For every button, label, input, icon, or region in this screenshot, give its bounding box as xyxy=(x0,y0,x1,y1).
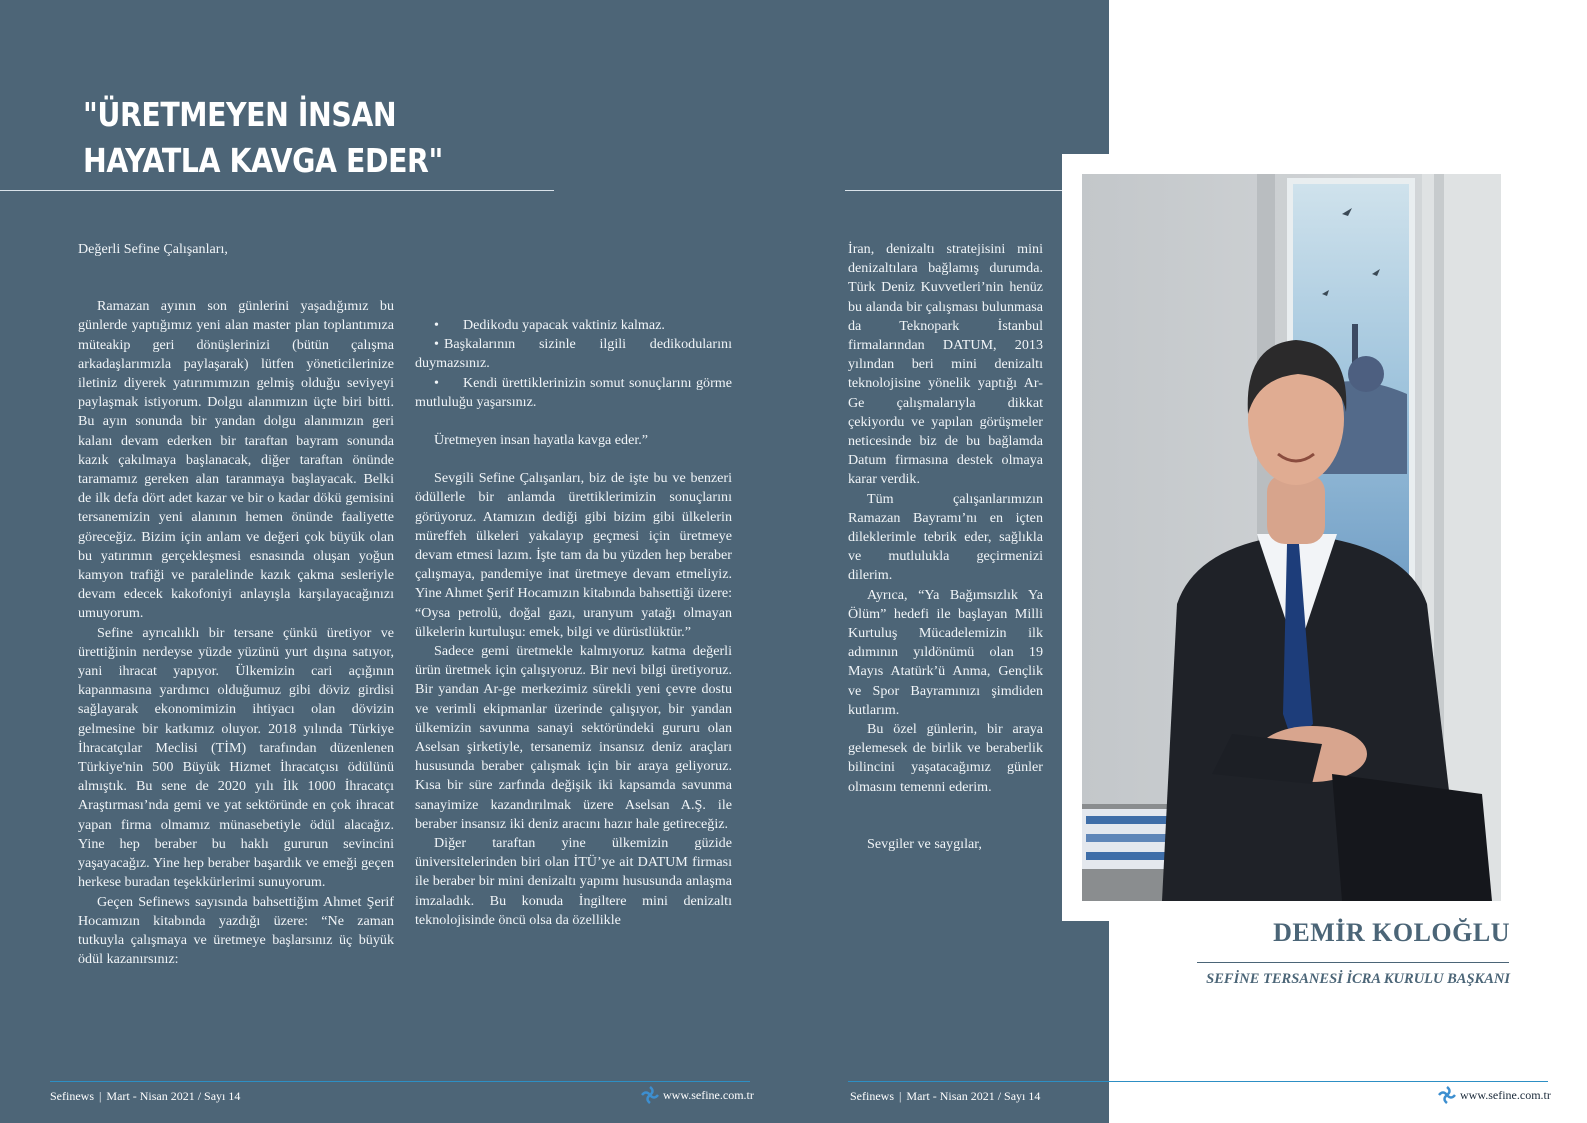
footer-rule-right xyxy=(848,1081,1548,1082)
closing: Sevgiler ve saygılar, xyxy=(867,835,982,852)
bullet-item: • Dedikodu yapacak vaktiniz kalmaz. xyxy=(434,317,665,333)
sefine-logo-icon xyxy=(640,1085,660,1105)
greeting: Değerli Sefine Çalışanları, xyxy=(78,241,228,257)
footer-issue: Mart - Nisan 2021 / Sayı 14 xyxy=(906,1089,1041,1103)
portrait-photo xyxy=(1082,174,1501,901)
footer-issue: Mart - Nisan 2021 / Sayı 14 xyxy=(106,1089,241,1103)
paragraph: Sefine ayrıcalıklı bir tersane çünkü üretiyor ve ürettiğinin nerdeyse yüzde yüzünü yurt dışına satıyor, yani ihracat yapıyor. Ülkemizin cari açığının kapanmasına yardımcı olduğumuz gibi döviz girdisi sağlayarak ekonomimizin ihtiyacı olan dövizin gelmesine bir katkımız oluyor. 2018 yılında Türkiye İhracatçılar Meclisi (TİM) tarafından düzenlenen Türkiye'nin 500 Büyük Hizmet İhracatçısı ödülünü almıştık. Bu sene de 2020 yılı İlk 1000 İhracatçı Araştırması’nda gemi ve yat sektöründe en çok ihracat yapan firma olmamız münasebetiyle ödül alacağız. Yine hep beraber bu haklı gururun sevincini yaşayacağız. Yine hep beraber başardık ve emeği geçen herkese buradan teşekkürlerimi sunuyorum. xyxy=(78,624,394,891)
article-column-1 xyxy=(78,240,394,969)
paragraph: Ramazan ayının son günlerini yaşadığımız bu günlerde yaptığımız yeni alan master plan toplantımıza müteakip geri dönüşlerinizi (bütün çalışma arkadaşlarımızla paylaşarak) lütfen yöneticilerinize iletiniz diyerek yatırımımızın gelmiş olduğu seviyeyi paylaşmak istiyorum. Dolgu alanımızın üçte biri bitti. Bu ayın sonunda bir yandan dolgu alanımızın geri kalanı devam ederken bir taraftan bayram sonunda kazık çakılmaya başlanacak, diğer taraftan önünde taramamız gereken alan taranmaya başlayacak. Belki de ilk defa dört adet kazar ve bir o kadar dökü gemisini tersanemizin yeni alanının hemen önünde faaliyette göreceğiz. Bizim için anlam ve değeri çok büyük olan bu yatırımın gerçekleşmesi esnasında oluşan yoğun kamyon trafiği ve paralelinde kazık çakma sesleriyle devam edecek kakofoniyi anlayışla karşılayacağınızı umuyorum. xyxy=(78,298,394,622)
column-rule xyxy=(845,190,1062,191)
footer-right: Sefinews | Mart - Nisan 2021 / Sayı 14 xyxy=(850,1089,1041,1103)
paragraph: Sadece gemi üretmekle kalmıyoruz katma değerli ürün üretmek için çalışıyoruz. Bir nevi bilgi üretiyoruz. Bir yandan Ar-ge merkezimiz sürekli yeni çevre dostu ve verimli ekipmanlar üzerinde çalışıyor, bir yandan ülkemizin savunma sanayi sektöründeki gururu olan Aselsan şirketiyle, tersanemiz insansız deniz araçları hususunda beraber çalışmak için bir araya geliyoruz. Kısa bir süre zarfında değişik iki kapsamda savunma sanayimize kazandırılmak üzere Aselsan A.Ş. ile beraber insansız iki deniz aracını hazır hale getireceğiz. xyxy=(415,643,732,832)
footer-site-right[interactable] xyxy=(1437,1085,1551,1105)
paragraph: Bu özel günlerin, bir araya gelemesek de birlik ve beraberlik bilincini yaşatacağımız günler olmasını temenni ederim. xyxy=(848,721,1043,795)
headline xyxy=(83,92,443,184)
bullet-item-wrapped: • Kendi ürettiklerinizin somut sonuçlarını görme mutluluğu yaşarsınız. xyxy=(415,374,732,410)
bullet-item-wrapped: • Başkalarının sizinle ilgili dedikodularını duymazsınız. xyxy=(415,336,732,372)
headline-rule xyxy=(0,190,554,191)
footer-publication: Sefinews xyxy=(50,1089,94,1103)
paragraph: Diğer taraftan yine ülkemizin güzide üniversitelerinden biri olan İTÜ’ye ait DATUM firması ile beraber bir mini denizaltı yapımı hususunda anlaşma imzaladık. Bu konuda İngiltere mini denizaltı teknolojisinde öncü olsa da özellikle xyxy=(415,835,732,928)
name-divider xyxy=(1197,962,1509,963)
footer-publication: Sefinews xyxy=(850,1089,894,1103)
paragraph: Geçen Sefinews sayısında bahsettiğim Ahmet Şerif Hocamızın kitabında yazdığı üzere: “Ne zaman tutkuyla çalışmaya ve üretmeye başlarsınız üç büyük ödül kazanırsınız: xyxy=(78,893,394,968)
footer-site-left[interactable] xyxy=(640,1085,754,1105)
footer-left: Sefinews | Mart - Nisan 2021 / Sayı 14 xyxy=(50,1089,241,1103)
footer-rule-left xyxy=(50,1081,750,1082)
paragraph: Ayrıca, “Ya Bağımsızlık Ya Ölüm” hedefi ile başlayan Milli Kurtuluş Mücadelemizin ilk adımının yıldönümü olan 19 Mayıs Atatürk’ü Anma, Gençlik ve Spor Bayramınızı şimdiden kutlarım. xyxy=(848,586,1043,718)
paragraph: İran, denizaltı stratejisini mini denizaltılara bağlamış durumda. Türk Deniz Kuvvetleri’nin henüz bu alanda bir çalışması bulunmasa da Teknopark İstanbul firmalarından DATUM, 2013 yılından beri mini denizaltı teknolojisine yönelik yaptığı Ar-Ge çalışmalarıyla dikkat çekiyordu ve yapılan görüşmeler neticesinde biz de bu bağlamda Datum firmasına destek olmaya karar verdik. xyxy=(848,241,1043,488)
paragraph: Tüm çalışanlarımızın Ramazan Bayramı’nı en içten dileklerimle tebrik eder, sağlıkla ve mutlulukla geçirmenizi dilerim. xyxy=(848,490,1043,584)
footer-site-link[interactable]: www.sefine.com.tr xyxy=(663,1087,754,1102)
quote: Üretmeyen insan hayatla kavga eder.” xyxy=(434,432,649,449)
author-role: SEFİNE TERSANESİ İCRA KURULU BAŞKANI xyxy=(1206,971,1510,987)
headline-line-2: HAYATLA KAVGA EDER" xyxy=(83,141,443,180)
sefine-logo-icon xyxy=(1437,1085,1457,1105)
headline-line-1: "ÜRETMEYEN İNSAN xyxy=(83,95,397,134)
article-column-3 xyxy=(848,240,1043,854)
article-column-2 xyxy=(415,316,732,930)
portrait-illustration xyxy=(1082,174,1501,901)
author-name: DEMİR KOLOĞLU xyxy=(1273,918,1510,947)
footer-site-link[interactable]: www.sefine.com.tr xyxy=(1460,1087,1551,1102)
paragraph: Sevgili Sefine Çalışanları, biz de işte bu ve benzeri ödüllerle bir anlamda ürettiklerimizin sonuçlarını görüyoruz. Atamızın dediği gibi bizim gibi ülkelerin müreffeh ülkeleri yakalayıp geçmesi için üretmeye devam etmesi lazım. İşte tam da bu yüzden hep beraber çalışmaya, pandemiye inat üretmeye devam etmeliyiz. Yine Ahmet Şerif Hocamızın kitabında bahsettiği üzere: “Oysa petrolü, doğal gazı, uranyum yatağı olmayan ülkelerin kurtuluşu: emek, bilgi ve dürüstlüktür.” xyxy=(415,470,732,640)
